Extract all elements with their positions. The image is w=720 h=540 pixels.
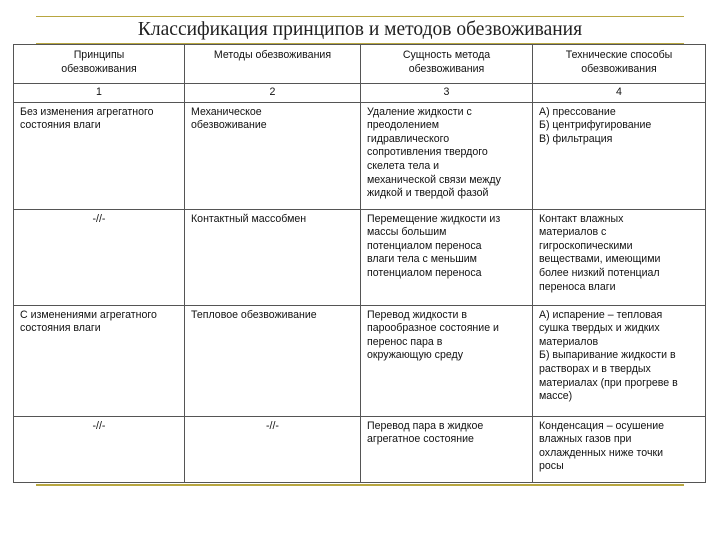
method-cell: Тепловое обезвоживание <box>185 305 361 416</box>
title-top-rule <box>36 16 684 17</box>
essence-cell: Перевод пара в жидкое агрегатное состояние <box>361 416 533 482</box>
techniques-cell: А) испарение – тепловая сушка твердых и жидких материалов Б) выпаривание жидкости в растворах и в твердых материалах (при прогреве в массе) <box>533 305 706 416</box>
table-row <box>14 416 706 482</box>
method-cell: Контактный массобмен <box>185 209 361 305</box>
method-cell: -//- <box>185 416 361 482</box>
header-row <box>14 45 706 84</box>
header-principles: Принципы обезвоживания <box>14 45 185 84</box>
header-methods: Методы обезвоживания <box>185 45 361 84</box>
bottom-rule <box>36 484 684 486</box>
principle-cell: Без изменения агрегатного состояния влаги <box>14 102 185 209</box>
essence-cell: Удаление жидкости с преодолением гидравлического сопротивления твердого скелета тела и механической связи между жидкой и твердой фазой <box>361 102 533 209</box>
column-number-row <box>14 84 706 103</box>
techniques-cell: Конденсация – осушение влажных газов при охлажденных ниже точки росы <box>533 416 706 482</box>
header-techniques: Технические способы обезвоживания <box>533 45 706 84</box>
table-row <box>14 305 706 416</box>
classification-table <box>13 44 706 483</box>
techniques-cell: Контакт влажных материалов с гигроскопическими веществами, имеющими более низкий потенциал переноса влаги <box>533 209 706 305</box>
techniques-cell: А) прессование Б) центрифугирование В) фильтрация <box>533 102 706 209</box>
essence-cell: Перемещение жидкости из массы большим потенциалом переноса влаги тела с меньшим потенциалом переноса <box>361 209 533 305</box>
table-row <box>14 102 706 209</box>
principle-cell: -//- <box>14 209 185 305</box>
column-number: 4 <box>533 84 706 103</box>
column-number: 2 <box>185 84 361 103</box>
column-number: 1 <box>14 84 185 103</box>
method-cell: Механическое обезвоживание <box>185 102 361 209</box>
essence-cell: Перевод жидкости в парообразное состояние и перенос пара в окружающую среду <box>361 305 533 416</box>
slide-title: Классификация принципов и методов обезвоживания <box>137 19 583 40</box>
principle-cell: -//- <box>14 416 185 482</box>
principle-cell: С изменениями агрегатного состояния влаги <box>14 305 185 416</box>
column-number: 3 <box>361 84 533 103</box>
header-essence: Сущность метода обезвоживания <box>361 45 533 84</box>
table-row <box>14 209 706 305</box>
